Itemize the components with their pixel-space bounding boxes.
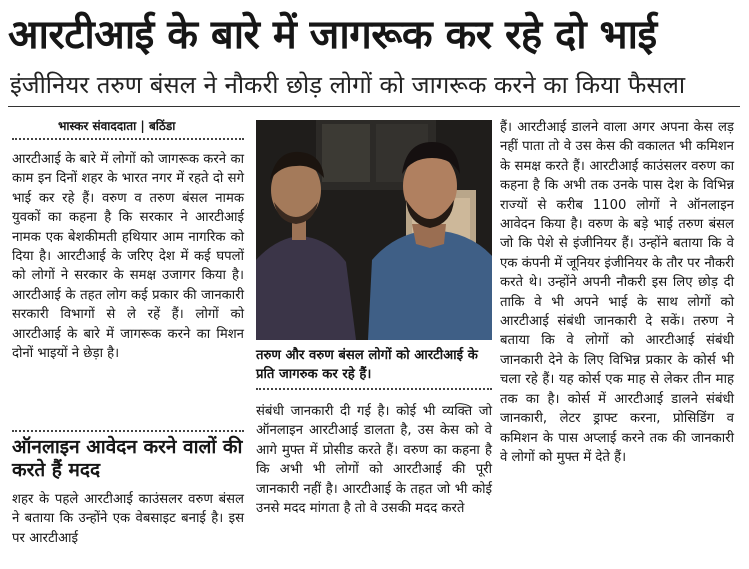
photo [256, 120, 492, 340]
caption-divider [256, 388, 492, 390]
column-3 [500, 118, 734, 467]
column-1 [12, 150, 244, 363]
column-1-text: आरटीआई के बारे में लोगों को जागरूक करने का काम इन दिनों शहर के भारत नगर में रहते दो सगे भाई कर रहे हैं। वरुण व तरुण बंसल नामक युवकों का कहना है कि सरकार ने आरटीआई नामक एक बेशकीमती हथियार आम नागरिक को दिया है। आरटीआई के जरिए देश में कई घपलों को लोगों ने सरकार के समक्ष उजागर किया है। आरटीआई के तहत लोग कई प्रकार की जानकारी सरकारी विभागों से ले रहें हैं। लोगों को आरटीआई के बारे में जागरूक करने का मिशन दोनों भाइयों ने छेड़ा है। [12, 152, 244, 362]
byline-divider [12, 138, 244, 140]
byline: भास्कर संवाददाता | बठिंडा [58, 119, 176, 133]
headline: आरटीआई के बारे में जागरूक कर रहे दो भाई [8, 12, 657, 58]
photo-brothers [256, 120, 492, 340]
subheadline: इंजीनियर तरुण बंसल ने नौकरी छोड़ लोगों को जागरूक करने का किया फैसला [10, 71, 686, 99]
column-3-text: हैं। आरटीआई डालने वाला अगर अपना केस लड़ नहीं पाता तो वे उस केस की वकालत भी कमिशन के समक्ष करते हैं। आरटीआई काउंसलर वरुण का कहना है कि अभी तक उनके पास देश के विभिन्न राज्यों से करीब 1100 लोगों ने ऑनलाइन आवेदन किया है। वरुण के बड़े भाई तरुण बंसल जो कि पेशे से इंजीनियर हैं। उन्होंने बताया कि वे एक कंपनी में जूनियर इंजीनियर के तौर पर नौकरी करते थे। उन्होंने अपनी नौकरी इस लिए छोड़ दी ताकि वे भी अपने भाई के साथ लोगों को आरटीआई संबंधी जानकारी दे सकें। तरुण ने बताया कि वे लोगों को आरटीआई संबंधी जानकारी देने के लिए विभिन्न प्रकार के कोर्स भी चला रहे हैं। यह कोर्स एक माह से लेकर तीन माह तक का है। कोर्स में आरटीआई डालने संबंधी जानकारी, लेटर ड्राफ्ट करना, प्रोसिडिंग व कमिशन के पास अप्लाई करने तक की जानकारी वे लोगों को मुफ्त में देते हैं। [500, 120, 734, 465]
photo-caption: तरुण और वरुण बंसल लोगों को आरटीआई के प्रति जागरुक कर रहे हैं। [256, 348, 478, 382]
column-2 [256, 402, 492, 518]
box-heading: ऑनलाइन आवेदन करने वालों की करते हैं मदद [12, 436, 243, 481]
box-text: शहर के पहले आरटीआई काउंसलर वरुण बंसल ने बताया कि उन्होंने एक वेबसाइट बनाई है। इस पर आरटीआई [12, 492, 244, 546]
box-divider [12, 430, 244, 432]
headline-rule [8, 106, 740, 107]
column-2-text: संबंधी जानकारी दी गई है। कोई भी व्यक्ति जो ऑनलाइन आरटीआई डालता है, उस केस को वे आगे मुफ्त में प्रोसीड करते हैं। वरुण का कहना है कि अभी भी लोगों को आरटीआई की पूरी जानकारी नहीं है। आरटीआई के तहत जो भी कोई उनसे मदद मांगता है तो वे उसकी मदद करते [256, 404, 492, 517]
